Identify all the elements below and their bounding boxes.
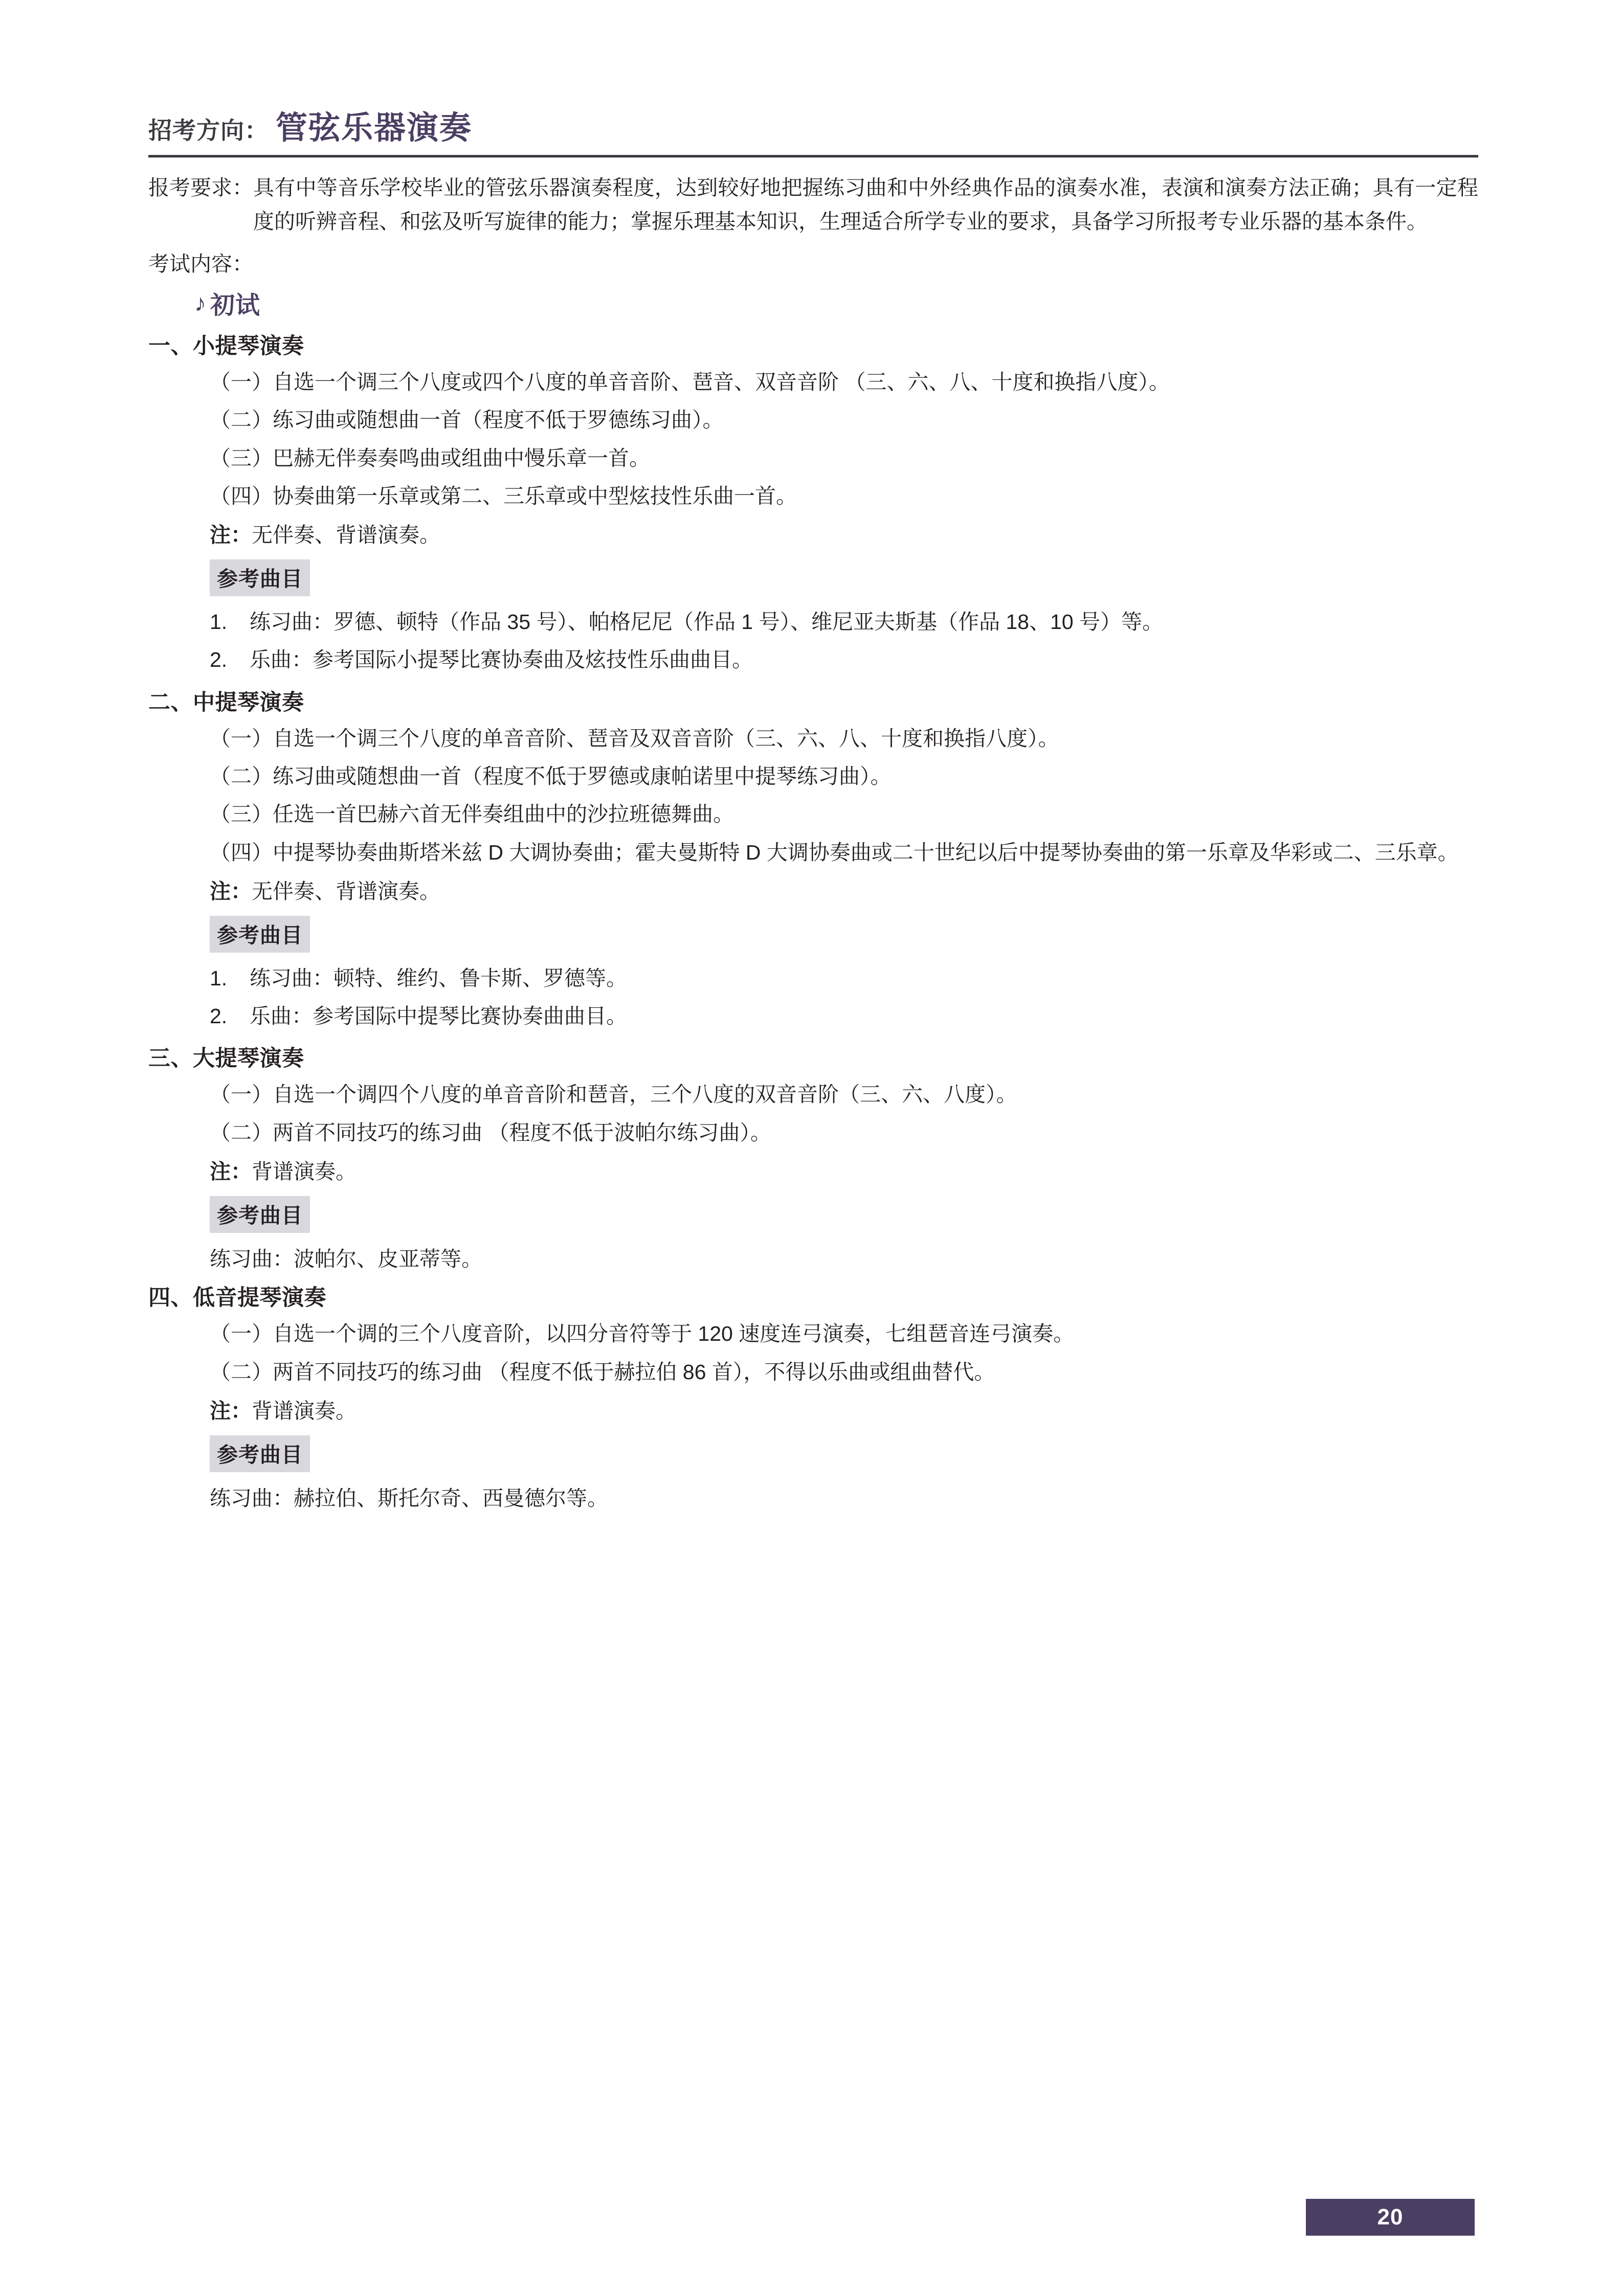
section-double-bass	[148, 1280, 1478, 1512]
section-cello	[148, 1041, 1478, 1272]
reference-badge: 参考曲目	[210, 916, 310, 953]
note-text: 无伴奏、背谱演奏。	[252, 523, 440, 547]
reference-item	[210, 643, 1478, 677]
requirement-label: 报考要求：	[148, 176, 253, 199]
section-item: （二）两首不同技巧的练习曲 （程度不低于赫拉伯 86 首），不得以乐曲或组曲替代。	[210, 1360, 995, 1384]
section-item: （一）自选一个调四个八度的单音音阶和琶音，三个八度的双音音阶（三、六、八度）。	[210, 1083, 1017, 1107]
note-label: 注：	[210, 523, 252, 547]
note-text: 背谱演奏。	[252, 1160, 357, 1184]
header-divider	[148, 155, 1478, 157]
section-item: （四）协奏曲第一乐章或第二、三乐章或中型炫技性乐曲一首。	[210, 484, 797, 508]
section-item: （三）任选一首巴赫六首无伴奏组曲中的沙拉班德舞曲。	[210, 802, 734, 826]
reference-text: 乐曲：参考国际小提琴比赛协奏曲及炫技性乐曲曲目。	[250, 648, 753, 672]
header-label: 招考方向：	[148, 117, 269, 144]
section-note	[210, 1155, 1478, 1185]
reference-badge: 参考曲目	[210, 1435, 310, 1472]
page-title: 管弦乐器演奏	[276, 110, 473, 146]
document-body	[148, 102, 1478, 1516]
section-item: （一）自选一个调三个八度或四个八度的单音音阶、琶音、双音音阶 （三、六、八、十度和换指八度）。	[210, 370, 1170, 394]
reference-item	[210, 962, 1478, 996]
section-heading: 三、大提琴演奏	[148, 1046, 304, 1071]
reference-badge: 参考曲目	[210, 559, 310, 596]
section-viola	[148, 685, 1478, 1033]
music-note-icon: ♪	[194, 289, 206, 317]
section-note	[210, 518, 1478, 548]
note-text: 无伴奏、背谱演奏。	[252, 880, 440, 904]
exam-content-label: 考试内容：	[148, 252, 253, 276]
requirement-block	[148, 171, 1478, 239]
reference-item	[210, 605, 1478, 639]
page-number: 20	[1306, 2199, 1475, 2236]
section-heading: 二、中提琴演奏	[148, 690, 304, 715]
reference-item	[210, 1000, 1478, 1033]
section-item: （二）两首不同技巧的练习曲 （程度不低于波帕尔练习曲）。	[210, 1120, 771, 1144]
section-violin	[148, 329, 1478, 677]
reference-badge: 参考曲目	[210, 1196, 310, 1233]
stage-heading	[194, 285, 1478, 321]
document-header	[148, 102, 1478, 155]
stage-name: 初试	[210, 291, 261, 319]
reference-index: 2.	[210, 648, 228, 672]
section-note	[210, 874, 1478, 905]
section-item: （二）练习曲或随想曲一首（程度不低于罗德或康帕诺里中提琴练习曲）。	[210, 764, 892, 789]
requirement-text: 具有中等音乐学校毕业的管弦乐器演奏程度，达到较好地把握练习曲和中外经典作品的演奏水准，表演和演奏方法正确；具有一定程度的听辨音程、和弦及听写旋律的能力；掌握乐理基本知识，生理适合所学专业的要求，具备学习所报考专业乐器的基本条件。	[253, 176, 1478, 234]
reference-text: 乐曲：参考国际中提琴比赛协奏曲曲目。	[250, 1004, 627, 1028]
section-item-wide: （四）中提琴协奏曲斯塔米兹 D 大调协奏曲；霍夫曼斯特 D 大调协奏曲或二十世纪以后中提琴协奏曲的第一乐章及华彩或二、三乐章。	[210, 840, 1459, 864]
reference-text: 练习曲：赫拉伯、斯托尔奇、西曼德尔等。	[210, 1487, 608, 1511]
reference-text: 练习曲：罗德、顿特（作品 35 号）、帕格尼尼（作品 1 号）、维尼亚夫斯基（作品 18、10 号）等。	[250, 610, 1163, 634]
section-heading: 四、低音提琴演奏	[148, 1286, 326, 1311]
section-item: （一）自选一个调三个八度的单音音阶、琶音及双音音阶（三、六、八、十度和换指八度）。	[210, 726, 1059, 750]
section-item: （一）自选一个调的三个八度音阶，以四分音符等于 120 速度连弓演奏，七组琶音连弓演奏。	[210, 1322, 1075, 1346]
section-note	[210, 1394, 1478, 1424]
reference-text: 练习曲：顿特、维约、鲁卡斯、罗德等。	[250, 966, 627, 991]
note-label: 注：	[210, 1399, 252, 1423]
reference-text: 练习曲：波帕尔、皮亚蒂等。	[210, 1247, 482, 1271]
note-label: 注：	[210, 1160, 252, 1184]
note-text: 背谱演奏。	[252, 1399, 357, 1423]
reference-index: 2.	[210, 1004, 228, 1028]
reference-index: 1.	[210, 610, 228, 634]
reference-index: 1.	[210, 966, 228, 991]
section-heading: 一、小提琴演奏	[148, 333, 304, 358]
section-item: （二）练习曲或随想曲一首（程度不低于罗德练习曲）。	[210, 408, 724, 432]
section-item: （三）巴赫无伴奏奏鸣曲或组曲中慢乐章一首。	[210, 446, 650, 470]
note-label: 注：	[210, 880, 252, 904]
